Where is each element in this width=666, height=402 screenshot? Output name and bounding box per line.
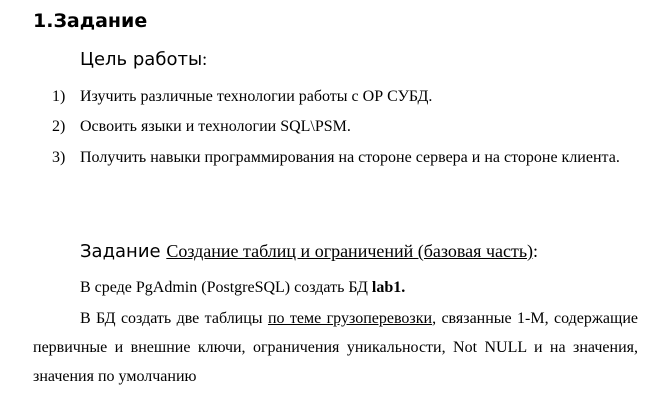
database-name: lab1.: [371, 279, 406, 296]
para2-text-after: , связанные 1-М, содержащие первичные и внешние ключи, ограничения уникальности, Not NULL и на значения, значения по умолчанию: [33, 310, 639, 385]
goal-list-item: [52, 143, 638, 172]
list-number: 2): [52, 118, 66, 135]
task-paragraph-1: [33, 273, 638, 302]
task-paragraph-2: [33, 304, 638, 391]
section-heading: 1.Задание: [33, 10, 148, 32]
para1-text: В среде PgAdmin (PostgreSQL) создать БД: [80, 279, 372, 296]
goal-heading: [80, 47, 207, 72]
goal-list-item: [52, 112, 638, 141]
task-heading: [80, 239, 538, 264]
topic-link[interactable]: по теме грузоперевозки: [267, 310, 433, 327]
goal-colon: :: [202, 49, 208, 69]
goal-title: Цель работы: [80, 49, 203, 70]
list-number: 1): [52, 88, 66, 105]
list-item-text: Изучить различные технологии работы с ОР СУБД.: [80, 88, 433, 105]
goal-list-item: [52, 82, 638, 111]
task-colon: :: [533, 241, 539, 261]
list-item-text: Получить навыки программирования на стороне сервера и на стороне клиента.: [80, 149, 620, 166]
para2-text-before: В БД создать две таблицы: [80, 310, 268, 327]
list-item-text: Освоить языки и технологии SQL\PSM.: [80, 118, 351, 135]
list-number: 3): [52, 149, 66, 166]
task-title: Задание: [80, 241, 161, 262]
task-subtitle-link[interactable]: Создание таблиц и ограничений (базовая часть): [166, 241, 534, 261]
